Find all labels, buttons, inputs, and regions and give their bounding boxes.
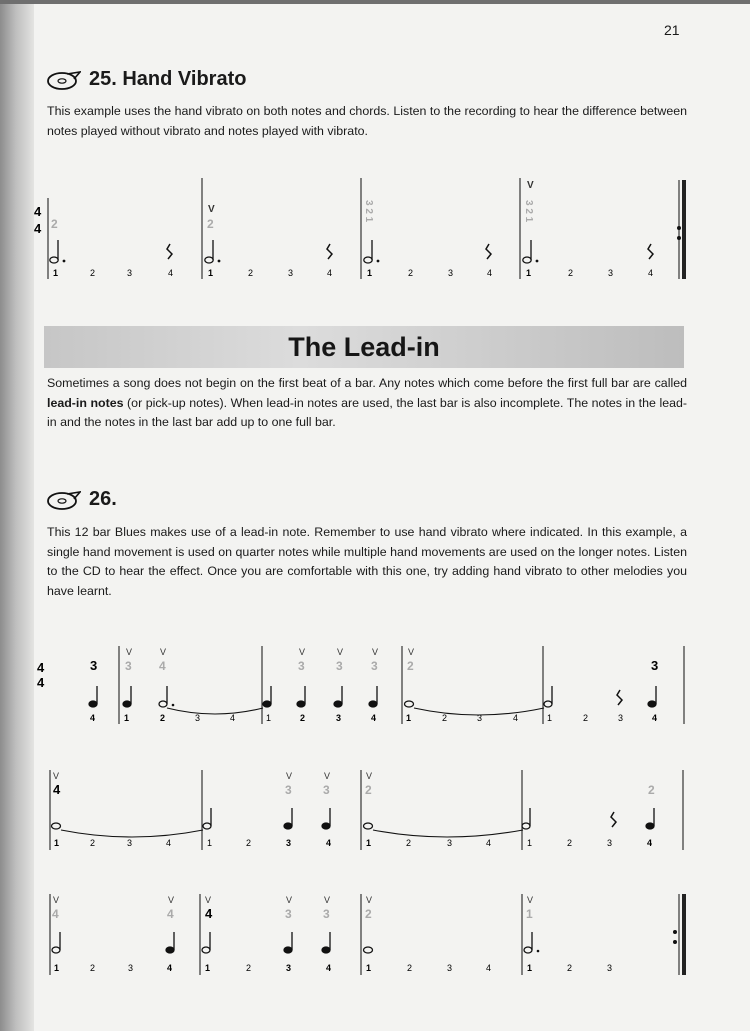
beat-count: 3 bbox=[607, 838, 613, 848]
hole-number: 4 bbox=[159, 659, 166, 673]
beat-count: 4 bbox=[513, 713, 519, 723]
beat-count: 2 bbox=[567, 963, 573, 973]
beat-count: 2 bbox=[90, 268, 96, 278]
hole-number: 3 bbox=[651, 658, 659, 673]
hole-number: 3 bbox=[371, 659, 378, 673]
vibrato-mark: V bbox=[53, 895, 60, 905]
hole-number: 4 bbox=[167, 907, 174, 921]
beat-count: 1 bbox=[54, 963, 60, 973]
beat-count: 1 bbox=[406, 713, 412, 723]
beat-count: 3 bbox=[447, 838, 453, 848]
beat-count: 4 bbox=[371, 713, 377, 723]
beat-count: 3 bbox=[128, 963, 134, 973]
beat-count: 2 bbox=[160, 713, 166, 723]
example-26-title: 26. bbox=[89, 488, 117, 510]
beat-count: 4 bbox=[487, 268, 493, 278]
beat-count: 4 bbox=[486, 963, 492, 973]
hole-number: 3 bbox=[125, 659, 132, 673]
beat-count: 2 bbox=[583, 713, 589, 723]
hole-number: 3 bbox=[90, 658, 98, 673]
example-25-heading bbox=[47, 68, 246, 91]
hole-number: 4 bbox=[53, 782, 61, 797]
beat-count: 3 bbox=[286, 838, 292, 848]
hole-number: 2 bbox=[207, 217, 214, 231]
page-number: 21 bbox=[664, 22, 680, 38]
beat-count: 4 bbox=[648, 268, 654, 278]
beat-count: 1 bbox=[367, 268, 373, 278]
beat-count: 4 bbox=[647, 838, 653, 848]
beat-count: 2 bbox=[246, 838, 252, 848]
beat-count: 3 bbox=[477, 713, 483, 723]
hole-number: 3 bbox=[323, 907, 330, 921]
beat-count: 4 bbox=[326, 963, 332, 973]
hole-number: 3 bbox=[323, 783, 330, 797]
beat-count: 1 bbox=[366, 838, 372, 848]
beat-count: 1 bbox=[527, 963, 533, 973]
section-banner bbox=[44, 326, 684, 368]
hole-number: 4 bbox=[205, 906, 213, 921]
hole-number: 2 bbox=[365, 783, 372, 797]
beat-count: 3 bbox=[195, 713, 201, 723]
notation-system-3 bbox=[0, 766, 750, 856]
vibrato-mark: V bbox=[126, 647, 133, 657]
vibrato-mark: V bbox=[205, 895, 212, 905]
beat-count: 1 bbox=[366, 963, 372, 973]
cd-icon bbox=[47, 70, 81, 90]
hole-number: 2 bbox=[407, 659, 414, 673]
beat-count: 1 bbox=[124, 713, 130, 723]
hole-number: 1 bbox=[526, 907, 533, 921]
beat-count: 2 bbox=[90, 963, 96, 973]
notation-system-2 bbox=[0, 642, 750, 732]
beat-count: 1 bbox=[547, 713, 553, 723]
hole-number: 3 bbox=[285, 907, 292, 921]
beat-count: 2 bbox=[406, 838, 412, 848]
beat-count: 2 bbox=[567, 838, 573, 848]
hole-number: 3 bbox=[298, 659, 305, 673]
beat-count: 4 bbox=[652, 713, 658, 723]
vibrato-mark: V bbox=[527, 180, 534, 191]
chord-holes: 3 2 1 bbox=[363, 200, 374, 223]
beat-count: 4 bbox=[166, 838, 172, 848]
notation-system-1 bbox=[0, 176, 750, 286]
hole-number: 3 bbox=[336, 659, 343, 673]
time-signature-bottom: 4 bbox=[34, 221, 42, 236]
cd-icon bbox=[47, 490, 81, 510]
beat-count: 3 bbox=[127, 838, 133, 848]
beat-count: 4 bbox=[326, 838, 332, 848]
vibrato-mark: V bbox=[372, 647, 379, 657]
vibrato-mark: V bbox=[160, 647, 167, 657]
chord-holes: 3 2 1 bbox=[523, 200, 534, 223]
beat-count: 2 bbox=[442, 713, 448, 723]
vibrato-mark: V bbox=[527, 895, 534, 905]
beat-count: 3 bbox=[607, 963, 613, 973]
beat-count: 4 bbox=[90, 713, 96, 723]
beat-count: 3 bbox=[608, 268, 614, 278]
beat-count: 3 bbox=[447, 963, 453, 973]
example-26-heading bbox=[47, 488, 117, 511]
beat-count: 3 bbox=[618, 713, 624, 723]
vibrato-mark: V bbox=[324, 771, 331, 781]
beat-count: 1 bbox=[207, 838, 213, 848]
hole-number: 4 bbox=[52, 907, 59, 921]
page-top-edge bbox=[0, 0, 750, 4]
vibrato-mark: V bbox=[324, 895, 331, 905]
notation-system-4 bbox=[0, 890, 750, 980]
beat-count: 1 bbox=[53, 268, 59, 278]
vibrato-mark: V bbox=[208, 204, 215, 215]
vibrato-mark: V bbox=[53, 771, 60, 781]
section-heading: The Lead-in bbox=[288, 331, 440, 362]
lead-in-description: Sometimes a song does not begin on the first beat of a bar. Any notes which come before the first full bar are called lead-in notes (or pick-up notes). When lead-in notes are used, the last bar is also incomplete. The notes in the lead-in and the notes in the last bar add up to one full bar. bbox=[47, 376, 687, 429]
beat-count: 2 bbox=[246, 963, 252, 973]
beat-count: 2 bbox=[568, 268, 574, 278]
hole-number: 2 bbox=[51, 217, 58, 231]
vibrato-mark: V bbox=[168, 895, 175, 905]
book-spine-shadow bbox=[0, 0, 34, 1031]
vibrato-mark: V bbox=[337, 647, 344, 657]
time-signature-top: 4 bbox=[37, 660, 45, 675]
example-25-description: This example uses the hand vibrato on both notes and chords. Listen to the recording to hear the difference between notes played without vibrato and notes played with vibrato. bbox=[47, 104, 687, 138]
example-26-description: This 12 bar Blues makes use of a lead-in note. Remember to use hand vibrato where indicated. In this example, a single hand movement is used on quarter notes while multiple hand movements are used on the longer notes. Listen to the CD to hear the effect. Once you are comfortable with this one, try adding hand vibrato to other melodies you have learnt. bbox=[47, 525, 687, 598]
time-signature-bottom: 4 bbox=[37, 675, 45, 690]
vibrato-mark: V bbox=[366, 771, 373, 781]
beat-count: 4 bbox=[230, 713, 236, 723]
beat-count: 1 bbox=[527, 838, 533, 848]
beat-count: 4 bbox=[327, 268, 333, 278]
hole-number: 2 bbox=[648, 783, 655, 797]
hole-number: 3 bbox=[285, 783, 292, 797]
example-25-title: 25. Hand Vibrato bbox=[89, 68, 247, 90]
beat-count: 1 bbox=[266, 713, 272, 723]
time-signature-top: 4 bbox=[34, 204, 42, 219]
beat-count: 3 bbox=[288, 268, 294, 278]
vibrato-mark: V bbox=[286, 895, 293, 905]
beat-count: 3 bbox=[448, 268, 454, 278]
vibrato-mark: V bbox=[299, 647, 306, 657]
vibrato-mark: V bbox=[366, 895, 373, 905]
vibrato-mark: V bbox=[286, 771, 293, 781]
beat-count: 4 bbox=[167, 963, 173, 973]
beat-count: 4 bbox=[486, 838, 492, 848]
beat-count: 3 bbox=[286, 963, 292, 973]
beat-count: 2 bbox=[408, 268, 414, 278]
beat-count: 1 bbox=[205, 963, 211, 973]
beat-count: 1 bbox=[526, 268, 532, 278]
beat-count: 2 bbox=[300, 713, 306, 723]
beat-count: 1 bbox=[54, 838, 60, 848]
bold-term: lead-in notes bbox=[47, 395, 124, 410]
beat-count: 4 bbox=[168, 268, 174, 278]
hole-number: 2 bbox=[365, 907, 372, 921]
beat-count: 2 bbox=[90, 838, 96, 848]
beat-count: 3 bbox=[336, 713, 342, 723]
beat-count: 3 bbox=[127, 268, 133, 278]
vibrato-mark: V bbox=[408, 647, 415, 657]
beat-count: 2 bbox=[407, 963, 413, 973]
beat-count: 2 bbox=[248, 268, 254, 278]
beat-count: 1 bbox=[208, 268, 214, 278]
